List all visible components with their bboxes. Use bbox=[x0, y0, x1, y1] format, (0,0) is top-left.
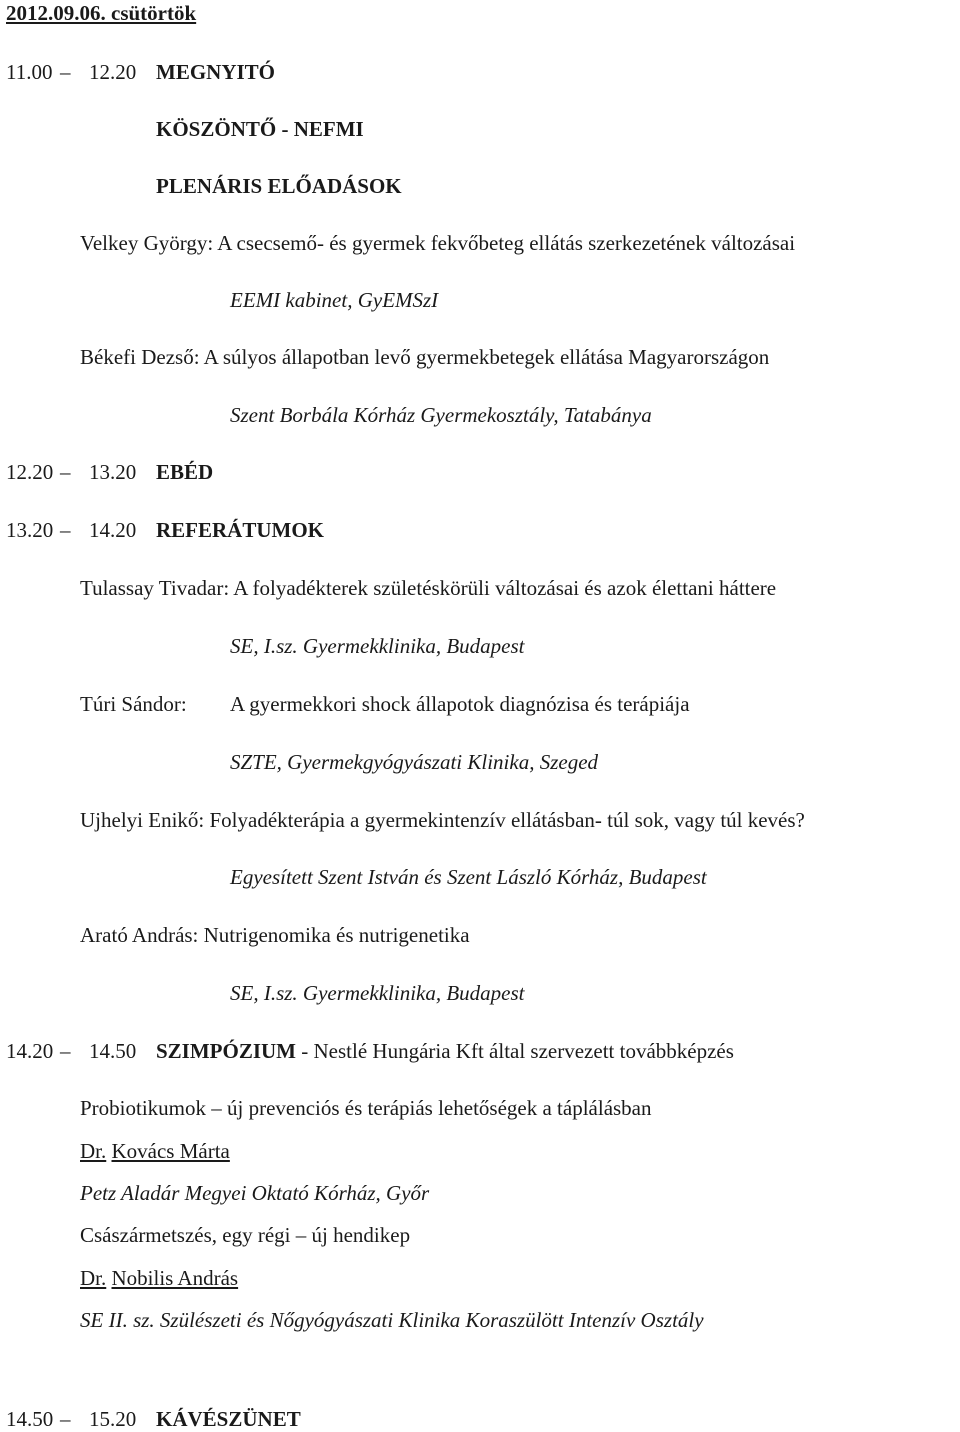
talk-line: Velkey György: A csecsemő- és gyermek fekvőbeteg ellátás szerkezetének változásai bbox=[80, 231, 796, 255]
time-range-dash: – bbox=[60, 60, 71, 84]
talk-affiliation: Szent Borbála Kórház Gyermekosztály, Tatabánya bbox=[230, 403, 652, 427]
time-range-dash: – bbox=[60, 460, 71, 484]
session-start-time: 14.20 bbox=[6, 1039, 54, 1063]
session-end-time: 13.20 bbox=[89, 460, 137, 484]
talk-speaker bbox=[80, 1138, 230, 1164]
session-start-time: 11.00 bbox=[6, 60, 53, 84]
talk-line: Békefi Dezső: A súlyos állapotban levő gyermekbetegek ellátása Magyarországon bbox=[80, 345, 770, 369]
session-title: MEGNYITÓ bbox=[156, 60, 276, 84]
session-title: REFERÁTUMOK bbox=[156, 518, 324, 542]
session-start-time: 12.20 bbox=[6, 460, 54, 484]
session-end-time: 12.20 bbox=[89, 60, 137, 84]
talk-line: Arató András: Nutrigenomika és nutrigenetika bbox=[80, 923, 470, 947]
session-title: KÁVÉSZÜNET bbox=[156, 1407, 301, 1431]
speaker-name: Nobilis András bbox=[111, 1266, 239, 1290]
talk-affiliation: SZTE, Gyermekgyógyászati Klinika, Szeged bbox=[230, 750, 599, 774]
session-start-time: 13.20 bbox=[6, 518, 54, 542]
talk-speaker: Túri Sándor: bbox=[80, 692, 187, 716]
talk-affiliation: EEMI kabinet, GyEMSzI bbox=[230, 288, 439, 312]
talk-title: A gyermekkori shock állapotok diagnózisa és terápiája bbox=[230, 692, 690, 716]
talk-speaker bbox=[80, 1265, 238, 1291]
talk-affiliation: Petz Aladár Megyei Oktató Kórház, Győr bbox=[80, 1181, 430, 1205]
session-title-line bbox=[156, 1038, 734, 1064]
talk-line: Ujhelyi Enikő: Folyadékterápia a gyermekintenzív ellátásban- túl sok, vagy túl kevés? bbox=[80, 808, 805, 832]
session-title-rest: - Nestlé Hungária Kft által szervezett továbbképzés bbox=[296, 1039, 734, 1063]
session-title: SZIMPÓZIUM bbox=[156, 1039, 297, 1063]
time-range-dash: – bbox=[60, 1039, 71, 1063]
session-subtitle: PLENÁRIS ELŐADÁSOK bbox=[156, 174, 402, 198]
speaker-name: Kovács Márta bbox=[111, 1139, 230, 1163]
talk-affiliation: SE, I.sz. Gyermekklinika, Budapest bbox=[230, 981, 525, 1005]
session-title: EBÉD bbox=[156, 460, 214, 484]
session-end-time: 14.20 bbox=[89, 518, 137, 542]
speaker-prefix: Dr. bbox=[80, 1266, 107, 1290]
session-start-time: 14.50 bbox=[6, 1407, 54, 1431]
session-end-time: 15.20 bbox=[89, 1407, 137, 1431]
talk-affiliation: SE II. sz. Szülészeti és Nőgyógyászati Klinika Koraszülött Intenzív Osztály bbox=[80, 1308, 704, 1332]
talk-line: Tulassay Tivadar: A folyadékterek születéskörüli változásai és azok élettani háttere bbox=[80, 576, 777, 600]
talk-title: Császármetszés, egy régi – új hendikep bbox=[80, 1223, 411, 1247]
talk-affiliation: SE, I.sz. Gyermekklinika, Budapest bbox=[230, 634, 525, 658]
program-date: 2012.09.06. csütörtök bbox=[6, 1, 197, 25]
talk-affiliation: Egyesített Szent István és Szent László Kórház, Budapest bbox=[230, 865, 707, 889]
talk-title: Probiotikumok – új prevenciós és terápiás lehetőségek a táplálásban bbox=[80, 1096, 652, 1120]
session-subtitle: KÖSZÖNTŐ - NEFMI bbox=[156, 117, 364, 141]
session-end-time: 14.50 bbox=[89, 1039, 137, 1063]
time-range-dash: – bbox=[60, 518, 71, 542]
time-range-dash: – bbox=[60, 1407, 71, 1431]
speaker-prefix: Dr. bbox=[80, 1139, 107, 1163]
